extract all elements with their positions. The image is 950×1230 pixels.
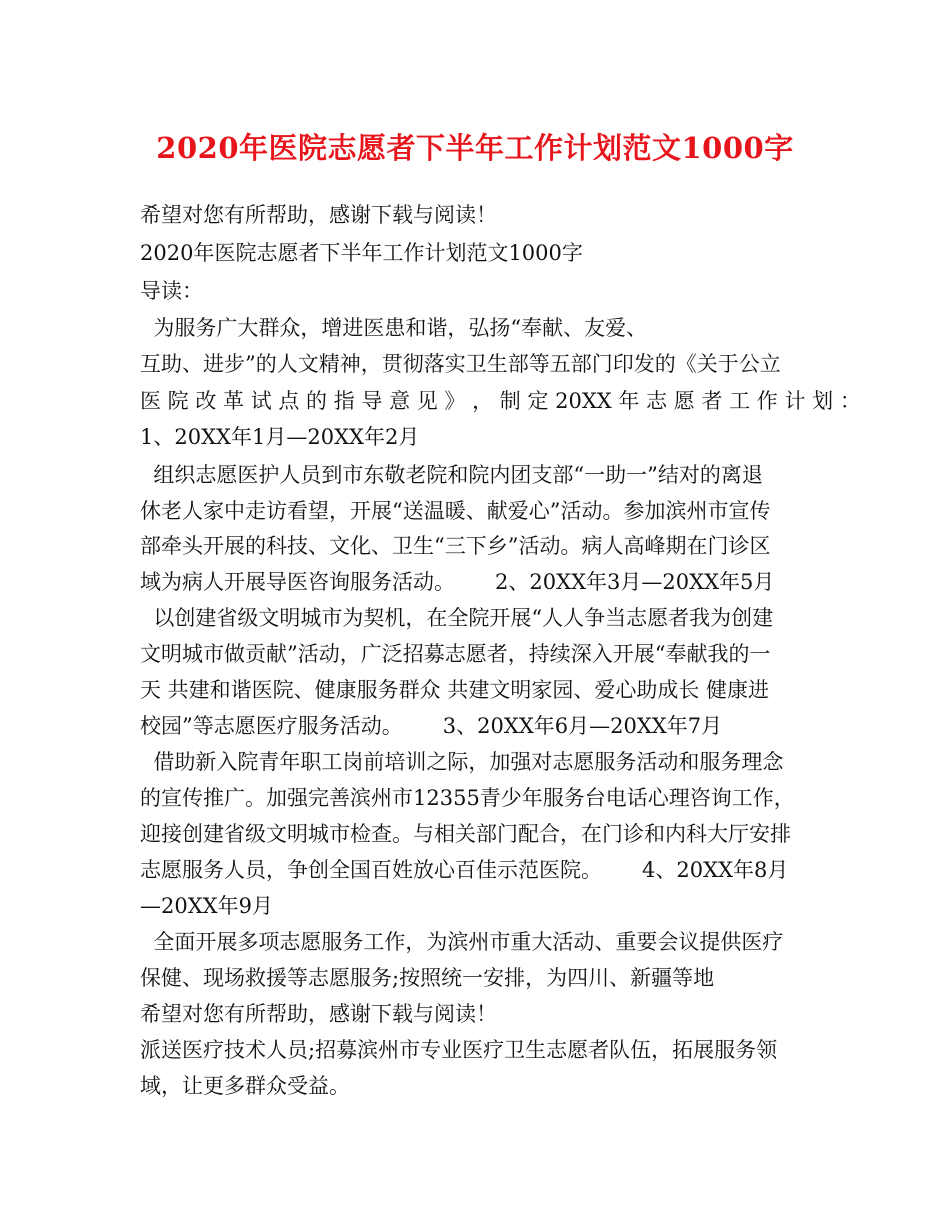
document-title: 2020年医院志愿者下半年工作计划范文1000字: [156, 131, 794, 165]
text-line: 导读：: [140, 279, 203, 303]
text-line: 医 院 改 革 试 点 的 指 导 意 见 》 ， 制 定 20XX 年 志 愿 者 工 作 计 划 ：: [140, 389, 861, 413]
text-line: 组织志愿医护人员到市东敬老院和院内团支部“一助一”结对的离退: [140, 463, 763, 487]
text-line: 文明城市做贡献”活动，广泛招募志愿者，持续深入开展“奉献我的一: [140, 642, 771, 666]
text-line: 天 共建和谐医院、健康服务群众 共建文明家园、爱心助成长 健康进: [140, 678, 770, 702]
text-line: 以创建省级文明城市为契机，在全院开展“人人争当志愿者我为创建: [140, 606, 774, 630]
text-line: 希望对您有所帮助，感谢下载与阅读！: [140, 1002, 497, 1026]
text-line: 借助新入院青年职工岗前培训之际，加强对志愿服务活动和服务理念: [140, 750, 784, 774]
text-line: 校园”等志愿医疗服务活动。 3、20XX年6月—20XX年7月: [140, 714, 723, 738]
text-line: 休老人家中走访看望，开展“送温暖、献爱心”活动。参加滨州市宣传: [140, 499, 771, 523]
text-line: 为服务广大群众，增进医患和谐，弘扬“奉献、友爱、: [140, 316, 648, 340]
text-line: 希望对您有所帮助，感谢下载与阅读！: [140, 203, 497, 227]
text-line: 派送医疗技术人员;招募滨州市专业医疗卫生志愿者队伍，拓展服务领: [140, 1038, 778, 1062]
text-line: —20XX年9月: [140, 894, 273, 918]
text-line: 互助、进步”的人文精神，贯彻落实卫生部等五部门印发的《关于公立: [140, 352, 781, 376]
text-line: 的宣传推广。加强完善滨州市12355青少年服务台电话心理咨询工作，: [140, 786, 795, 810]
text-line: 2020年医院志愿者下半年工作计划范文1000字: [140, 241, 583, 265]
text-line: 1、20XX年1月—20XX年2月: [140, 425, 420, 449]
text-line: 保健、现场救援等志愿服务;按照统一安排，为四川、新疆等地: [140, 966, 715, 990]
text-line: 域为病人开展导医咨询服务活动。 2、20XX年3月—20XX年5月: [140, 570, 775, 594]
text-line: 志愿服务人员，争创全国百姓放心百佳示范医院。 4、20XX年8月: [140, 858, 789, 882]
text-line: 域，让更多群众受益。: [140, 1074, 350, 1098]
text-line: 迎接创建省级文明城市检查。与相关部门配合，在门诊和内科大厅安排: [140, 822, 791, 846]
text-line: 全面开展多项志愿服务工作，为滨州市重大活动、重要会议提供医疗: [140, 930, 784, 954]
text-line: 部牵头开展的科技、文化、卫生“三下乡”活动。病人高峰期在门诊区: [140, 534, 771, 558]
